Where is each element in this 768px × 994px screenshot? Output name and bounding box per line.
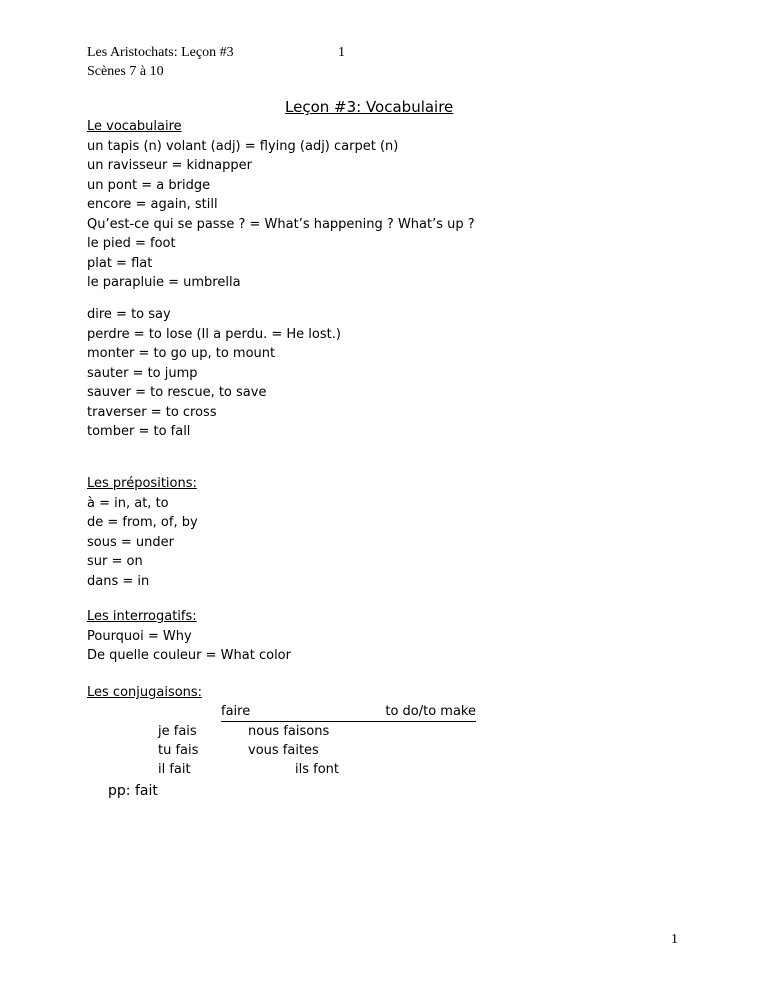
verb-item: perdre = to lose (Il a perdu. = He lost.) bbox=[87, 326, 341, 342]
vocabulary-item: un tapis (n) volant (adj) = flying (adj) carpet (n) bbox=[87, 138, 399, 154]
vocabulary-section bbox=[87, 117, 475, 293]
interrogatives-heading: Les interrogatifs: bbox=[87, 609, 197, 624]
past-participle: pp: fait bbox=[108, 783, 158, 799]
conjugations-heading: Les conjugaisons: bbox=[87, 685, 203, 700]
lesson-title: Leçon #3: Vocabulaire bbox=[285, 98, 454, 116]
preposition-item: dans = in bbox=[87, 573, 150, 589]
preposition-item: sur = on bbox=[87, 554, 143, 569]
preposition-item: à = in, at, to bbox=[87, 495, 169, 511]
preposition-item: sous = under bbox=[87, 534, 174, 550]
interrogatives-section bbox=[87, 607, 291, 666]
verb-meaning: to do/to make bbox=[385, 704, 476, 719]
conjugations-section bbox=[87, 683, 202, 703]
verb-header-line bbox=[221, 703, 476, 722]
interrogative-item: Pourquoi = Why bbox=[87, 628, 192, 644]
vocabulary-item: le pied = foot bbox=[87, 236, 176, 251]
conjugation-je: je fais bbox=[158, 724, 197, 739]
verb-item: traverser = to cross bbox=[87, 404, 217, 420]
header-page-number: 1 bbox=[338, 45, 345, 60]
conjugation-il: il fait bbox=[158, 762, 191, 777]
prepositions-section bbox=[87, 474, 198, 591]
verb-item: monter = to go up, to mount bbox=[87, 346, 276, 361]
vocabulary-item: un pont = a bridge bbox=[87, 177, 211, 193]
verb-item: tomber = to fall bbox=[87, 424, 191, 439]
vocabulary-item: un ravisseur = kidnapper bbox=[87, 158, 252, 173]
interrogative-item: De quelle couleur = What color bbox=[87, 648, 291, 663]
header-title: Les Aristochats: Leçon #3 bbox=[87, 45, 234, 60]
header-subtitle: Scènes 7 à 10 bbox=[87, 64, 164, 79]
verbs-section bbox=[87, 305, 341, 442]
conjugation-tu: tu fais bbox=[158, 743, 199, 758]
verb-infinitive: faire bbox=[221, 704, 251, 719]
verb-item: dire = to say bbox=[87, 307, 171, 322]
vocabulary-item: le parapluie = umbrella bbox=[87, 275, 241, 290]
preposition-item: de = from, of, by bbox=[87, 515, 198, 530]
verb-item: sauver = to rescue, to save bbox=[87, 385, 267, 400]
conjugation-ils: ils font bbox=[295, 762, 339, 777]
vocabulary-heading: Le vocabulaire bbox=[87, 119, 182, 134]
conjugation-vous: vous faites bbox=[248, 743, 319, 758]
conjugation-nous: nous faisons bbox=[248, 724, 330, 739]
footer-page-number: 1 bbox=[671, 932, 678, 947]
vocabulary-item: encore = again, still bbox=[87, 197, 218, 212]
verb-item: sauter = to jump bbox=[87, 365, 198, 381]
vocabulary-item: plat = flat bbox=[87, 255, 153, 271]
prepositions-heading: Les prépositions: bbox=[87, 476, 197, 491]
vocabulary-item: Qu’est-ce qui se passe ? = What’s happening ? What’s up ? bbox=[87, 216, 475, 232]
